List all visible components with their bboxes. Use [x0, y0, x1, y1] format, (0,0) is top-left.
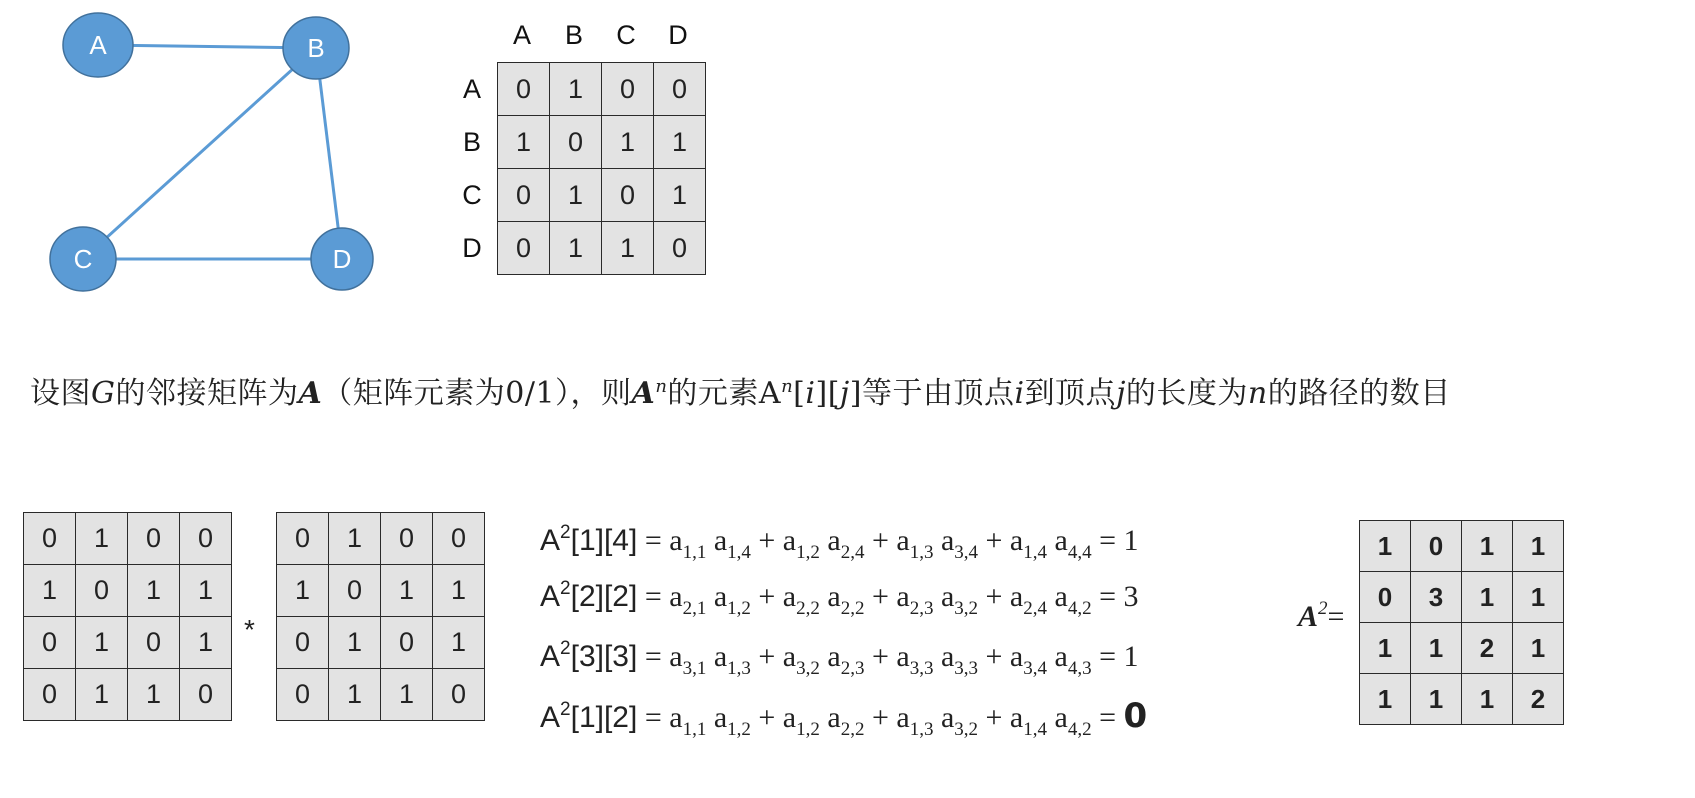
- matrix-cell: 0: [498, 222, 550, 275]
- adjacency-matrix: [497, 62, 706, 275]
- graph-diagram: [0, 0, 420, 310]
- matrix-row: [498, 169, 706, 222]
- matrix-cell: 1: [1462, 572, 1513, 623]
- matrix-cell: 1: [76, 513, 128, 565]
- matrix-row: [498, 222, 706, 275]
- statement-part: 的路径的数目: [1267, 376, 1451, 411]
- matrix-cell: 1: [381, 565, 433, 617]
- matrix-cell: 0: [24, 669, 76, 721]
- equation-result: 3: [1123, 580, 1139, 613]
- matrix-row: [277, 565, 485, 617]
- matrix-cell: 0: [128, 513, 180, 565]
- matrix-cell: 1: [128, 565, 180, 617]
- adj-col-label-c: C: [616, 20, 636, 50]
- matrix-row: [277, 513, 485, 565]
- statement-part: ]等于由顶点: [849, 376, 1015, 411]
- matrix-cell: 1: [550, 222, 602, 275]
- node-d: [311, 228, 373, 290]
- matrix-cell: 1: [1513, 521, 1564, 572]
- edge-b-d: [316, 48, 342, 259]
- statement-var-a: A: [631, 376, 656, 411]
- matrix-row: [24, 513, 232, 565]
- matrix-cell: 1: [128, 669, 180, 721]
- node-d-label: D: [332, 244, 352, 274]
- matrix-row: [1360, 521, 1564, 572]
- matrix-row: [24, 617, 232, 669]
- matrix-cell: 1: [1462, 521, 1513, 572]
- adj-col-label-b: B: [564, 20, 583, 50]
- adj-row-label-b: B: [462, 127, 481, 157]
- statement-var-i: i: [1014, 376, 1025, 411]
- equation-row: $A^2[3][3] = a_{3,1}$ $a_{1,3} + a_{3,2}$ $a_{2,3} + a_{3,3}$ $a_{3,3} + a_{3,4}$ $a_{4,3} = 1$: [540, 638, 1139, 679]
- left-matrix: [23, 512, 232, 721]
- matrix-cell: 0: [277, 617, 329, 669]
- multiply-symbol: *: [244, 614, 255, 645]
- matrix-cell: 0: [381, 513, 433, 565]
- matrix-cell: 1: [602, 116, 654, 169]
- adj-row-label-a: A: [462, 74, 481, 104]
- matrix-cell: 0: [433, 669, 485, 721]
- result-label: $A^2=$: [1298, 598, 1345, 633]
- statement-part: 的邻接矩阵为: [115, 376, 299, 411]
- statement-part: 的元素A: [667, 376, 782, 411]
- adj-row-label-c: C: [462, 180, 482, 210]
- matrix-cell: 1: [654, 169, 706, 222]
- matrix-cell: 3: [1411, 572, 1462, 623]
- matrix-cell: 1: [1411, 674, 1462, 725]
- matrix-cell: 0: [277, 669, 329, 721]
- matrix-cell: 0: [654, 63, 706, 116]
- adj-col-label-d: D: [668, 20, 688, 50]
- statement-var-n: n: [1247, 376, 1268, 411]
- equation-result: 1: [1123, 640, 1139, 673]
- equation-result-handwritten: 0: [1123, 696, 1148, 736]
- matrix-cell: 1: [180, 617, 232, 669]
- matrix-cell: 1: [433, 617, 485, 669]
- result-matrix: [1359, 520, 1564, 725]
- matrix-cell: 1: [1513, 572, 1564, 623]
- matrix-cell: 1: [329, 617, 381, 669]
- matrix-row: [277, 669, 485, 721]
- edge-b-c: [83, 48, 316, 259]
- matrix-cell: 0: [654, 222, 706, 275]
- statement-part: ][: [815, 376, 840, 411]
- matrix-row: [24, 565, 232, 617]
- matrix-cell: 1: [180, 565, 232, 617]
- matrix-cell: 1: [498, 116, 550, 169]
- statement-var-n: n: [655, 376, 668, 397]
- node-a-label: A: [89, 30, 107, 60]
- matrix-cell: 1: [1360, 674, 1411, 725]
- matrix-row: [24, 669, 232, 721]
- matrix-cell: 1: [1462, 674, 1513, 725]
- statement-part: [: [793, 376, 806, 411]
- node-c-label: C: [73, 244, 93, 274]
- statement-text: [30, 368, 1680, 412]
- matrix-cell: 1: [381, 669, 433, 721]
- matrix-cell: 1: [1411, 623, 1462, 674]
- statement-part: 到顶点: [1024, 376, 1117, 411]
- matrix-cell: 0: [76, 565, 128, 617]
- matrix-cell: 2: [1513, 674, 1564, 725]
- equation-row: $A^2[1][2] = a_{1,1}$ $a_{1,2} + a_{1,2}$ $a_{2,2} + a_{1,3}$ $a_{3,2} + a_{1,4}$ $a_{4,2} = 0$: [540, 696, 1148, 740]
- matrix-cell: 0: [277, 513, 329, 565]
- statement-var-j: j: [839, 376, 850, 411]
- matrix-cell: 0: [24, 513, 76, 565]
- matrix-cell: 0: [1411, 521, 1462, 572]
- statement-var-g: G: [91, 376, 116, 411]
- matrix-cell: 1: [1360, 623, 1411, 674]
- matrix-cell: 0: [433, 513, 485, 565]
- matrix-cell: 0: [1360, 572, 1411, 623]
- matrix-cell: 1: [24, 565, 76, 617]
- matrix-cell: 0: [602, 169, 654, 222]
- matrix-cell: 0: [180, 669, 232, 721]
- matrix-cell: 1: [602, 222, 654, 275]
- node-b: [283, 17, 349, 79]
- matrix-row: [1360, 623, 1564, 674]
- statement-part: （矩阵元素为0/1），则: [322, 376, 632, 411]
- matrix-cell: 1: [76, 669, 128, 721]
- matrix-cell: 1: [433, 565, 485, 617]
- statement-var-a: A: [298, 376, 323, 411]
- matrix-cell: 1: [329, 513, 381, 565]
- matrix-cell: 2: [1462, 623, 1513, 674]
- matrix-cell: 0: [602, 63, 654, 116]
- matrix-cell: 1: [550, 169, 602, 222]
- matrix-cell: 0: [550, 116, 602, 169]
- matrix-cell: 0: [498, 169, 550, 222]
- matrix-cell: 1: [550, 63, 602, 116]
- matrix-cell: 1: [654, 116, 706, 169]
- matrix-row: [498, 116, 706, 169]
- statement-var-n: n: [781, 376, 794, 397]
- matrix-cell: 1: [1513, 623, 1564, 674]
- matrix-row: [1360, 572, 1564, 623]
- adj-row-label-d: D: [462, 233, 482, 263]
- matrix-cell: 0: [381, 617, 433, 669]
- adj-col-label-a: A: [512, 20, 531, 50]
- matrix-cell: 1: [76, 617, 128, 669]
- matrix-row: [498, 63, 706, 116]
- matrix-row: [277, 617, 485, 669]
- matrix-cell: 0: [24, 617, 76, 669]
- node-a: [63, 13, 133, 77]
- node-b-label: B: [307, 33, 325, 63]
- matrix-cell: 1: [1360, 521, 1411, 572]
- equation-row: $A^2[2][2] = a_{2,1}$ $a_{1,2} + a_{2,2}$ $a_{2,2} + a_{2,3}$ $a_{3,2} + a_{2,4}$ $a_{4,2} = 3$: [540, 578, 1139, 619]
- matrix-cell: 0: [128, 617, 180, 669]
- equation-result: 1: [1123, 524, 1139, 557]
- matrix-cell: 1: [329, 669, 381, 721]
- statement-part: 设图: [30, 376, 91, 411]
- equation-row: $A^2[1][4] = a_{1,1}$ $a_{1,4} + a_{1,2}$ $a_{2,4} + a_{1,3}$ $a_{3,4} + a_{1,4}$ $a_{4,4} = 1$: [540, 522, 1139, 563]
- matrix-row: [1360, 674, 1564, 725]
- node-c: [50, 227, 116, 291]
- matrix-cell: 0: [180, 513, 232, 565]
- matrix-cell: 1: [277, 565, 329, 617]
- right-matrix: [276, 512, 485, 721]
- statement-part: 的长度为: [1125, 376, 1248, 411]
- matrix-cell: 0: [498, 63, 550, 116]
- matrix-cell: 0: [329, 565, 381, 617]
- statement-var-j: j: [1116, 376, 1126, 411]
- statement-var-i: i: [805, 376, 816, 411]
